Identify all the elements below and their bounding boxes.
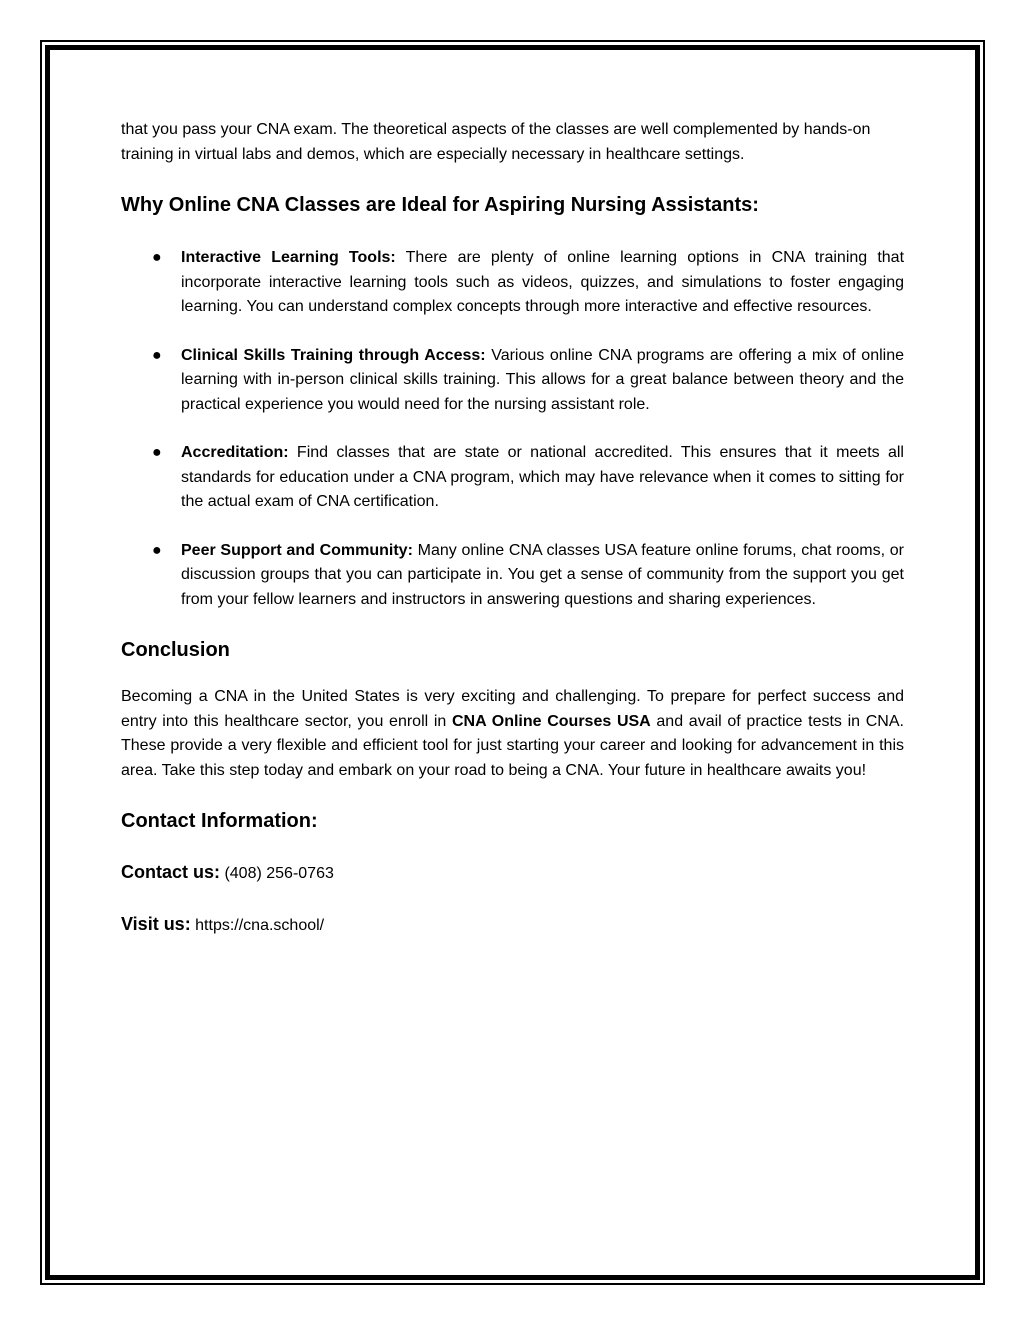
bullet-icon: ●	[152, 249, 162, 266]
list-item-title: Peer Support and Community:	[181, 541, 413, 559]
bullet-icon: ●	[152, 541, 162, 559]
conclusion-highlight: CNA Online Courses USA	[452, 712, 651, 730]
contact-heading: Contact Information:	[121, 810, 318, 832]
list-item-text: There are plenty of online learning options in CNA training that incorporate interactive learning tools such as videos, quizzes, and simulations to foster engaging learning. You can understand complex concepts through more interactive and effective resources.	[181, 249, 905, 315]
list-item-title: Clinical Skills Training through Access:	[181, 346, 486, 364]
list-item-body	[181, 441, 904, 515]
contact-phone-line	[121, 860, 904, 886]
conclusion-paragraph	[121, 685, 904, 783]
benefits-list	[121, 246, 904, 612]
contact-visit-link[interactable]: https://cna.school/	[195, 917, 325, 934]
bullet-icon: ●	[152, 444, 162, 461]
list-item-title: Accreditation:	[181, 444, 289, 461]
list-item-body	[181, 539, 904, 613]
contact-phone-label: Contact us:	[121, 862, 220, 882]
document-body	[121, 118, 904, 938]
conclusion-text-before: Becoming a CNA in the United States is very exciting and challenging. To prepare for perfect success and entry into this healthcare sector, you enroll in	[121, 688, 904, 730]
intro-paragraph: that you pass your CNA exam. The theoretical aspects of the classes are well complemented by hands-on training in virtual labs and demos, which are especially necessary in healthcare settings.	[121, 121, 871, 163]
list-item	[121, 539, 904, 613]
list-item	[121, 441, 904, 515]
bullet-icon: ●	[152, 346, 162, 364]
contact-phone-value: (408) 256-0763	[224, 865, 334, 882]
conclusion-heading: Conclusion	[121, 639, 230, 661]
list-item-body	[181, 246, 904, 320]
list-item	[121, 246, 904, 320]
contact-visit-label: Visit us:	[121, 914, 191, 934]
list-item-text: Many online CNA classes USA feature online forums, chat rooms, or discussion groups that you can participate in. You get a sense of community from the support you get from your fellow learners and instructors in answering questions and sharing experiences.	[181, 541, 904, 608]
list-item-title: Interactive Learning Tools:	[181, 249, 396, 266]
list-item-text: Various online CNA programs are offering a mix of online learning with in-person clinical skills training. This allows for a great balance between theory and the practical experience you would need for the nursing assistant role.	[181, 346, 905, 413]
contact-visit-line	[121, 912, 904, 938]
list-item-body	[181, 344, 904, 418]
why-heading: Why Online CNA Classes are Ideal for Aspiring Nursing Assistants:	[121, 194, 759, 216]
list-item	[121, 344, 904, 418]
conclusion-text-after: and avail of practice tests in CNA. These provide a very flexible and efficient tool for just starting your career and looking for advancement in this area. Take this step today and embark on your road to being a CNA. Your future in healthcare awaits you!	[121, 712, 904, 779]
list-item-text: Find classes that are state or national accredited. This ensures that it meets all standards for education under a CNA program, which may have relevance when it comes to sitting for the actual exam of CNA certification.	[181, 444, 904, 510]
